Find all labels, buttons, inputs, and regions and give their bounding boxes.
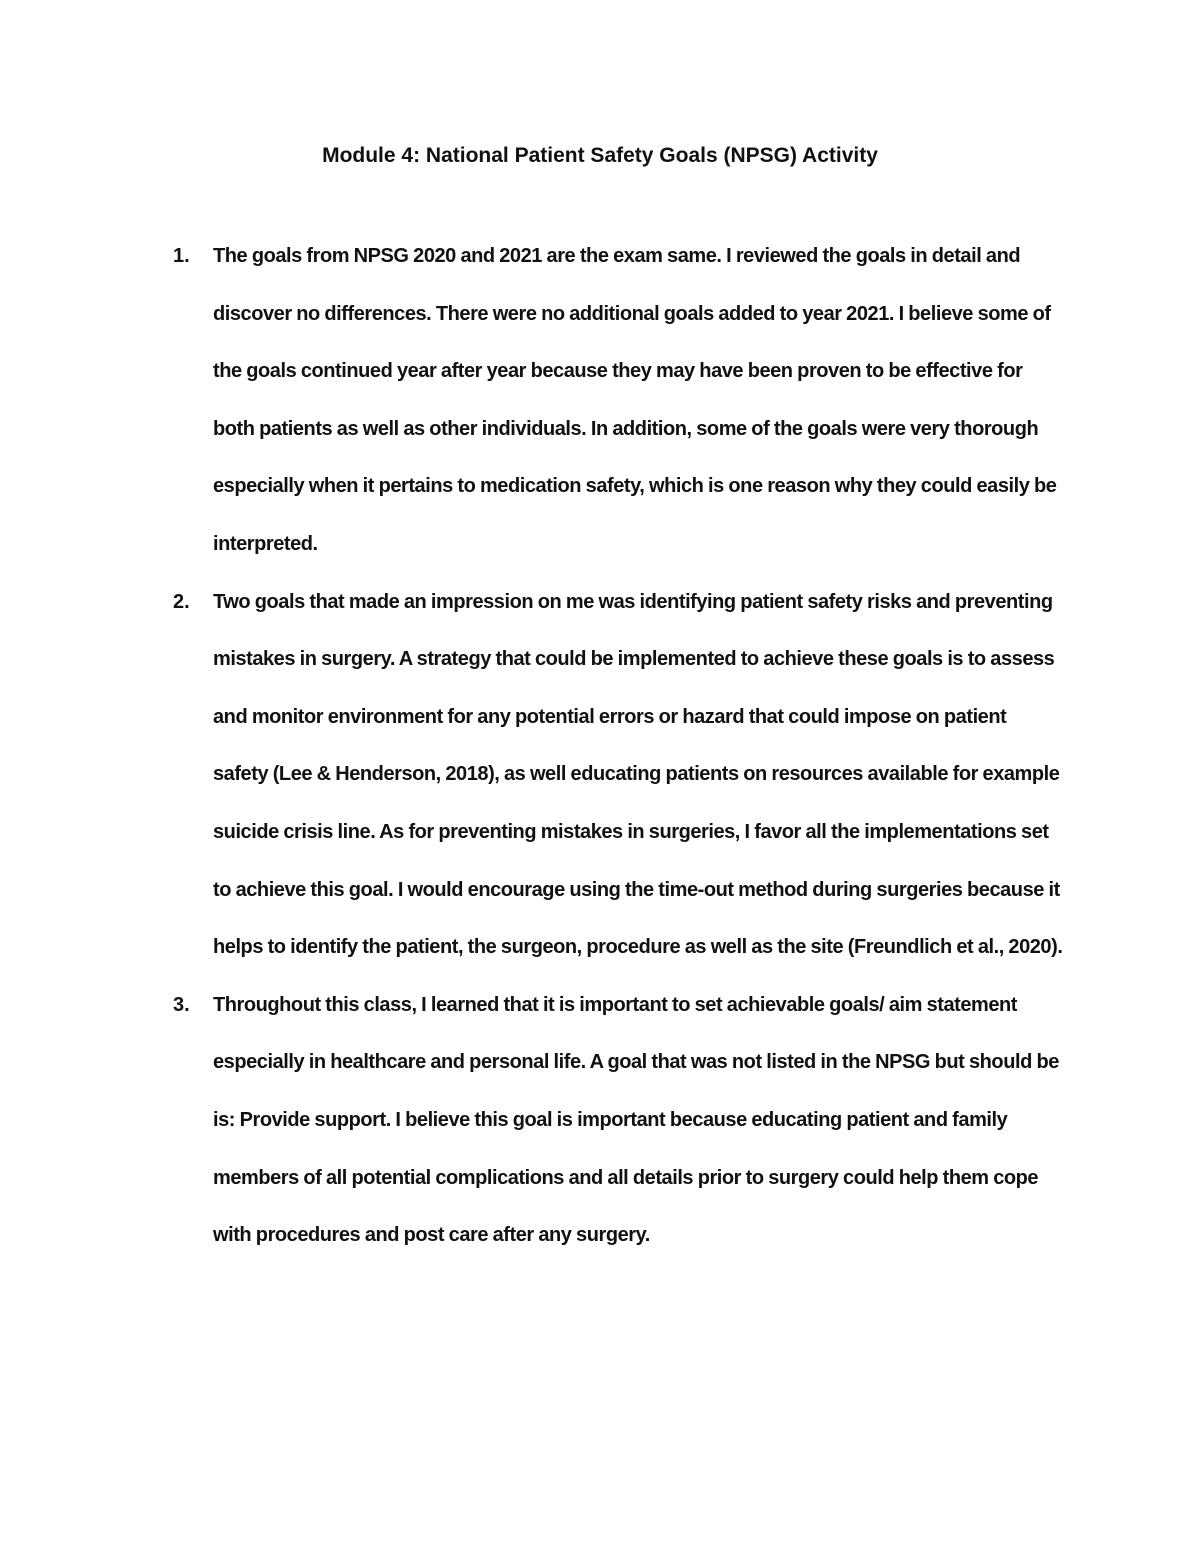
list-item-text: Two goals that made an impression on me was identifying patient safety risks and preventing mistakes in surgery. A strategy that could be implemented to achieve these goals is to assess and monitor environment for any potential errors or hazard that could impose on patient safety (Lee & Henderson, 2018), as well educating patients on resources available for example suicide crisis line. As for preventing mistakes in surgeries, I favor all the implementations set to achieve this goal. I would encourage using the time-out method during surgeries because it helps to identify the patient, the surgeon, procedure as well as the site (Freundlich et al., 2020).	[213, 590, 1063, 959]
answer-list	[0, 228, 1200, 1265]
list-item	[0, 228, 1063, 574]
list-item-number: 2.	[173, 590, 190, 613]
list-item-number: 3.	[173, 993, 190, 1016]
list-item	[0, 977, 1063, 1265]
list-item-number: 1.	[173, 245, 190, 267]
list-item-text: Throughout this class, I learned that it is important to set achievable goals/ aim statement especially in healthcare and personal life. A goal that was not listed in the NPSG but should be is: Provide support. I believe this goal is important because educating patient and family members of all potential complications and all details prior to surgery could help them cope with procedures and post care after any surgery.	[213, 993, 1059, 1247]
document-title: Module 4: National Patient Safety Goals (NPSG) Activity	[322, 144, 878, 167]
list-item	[0, 574, 1063, 977]
list-item-text: The goals from NPSG 2020 and 2021 are the exam same. I reviewed the goals in detail and discover no differences. There were no additional goals added to year 2021. I believe some of the goals continued year after year because they may have been proven to be effective for both patients as well as other individuals. In addition, some of the goals were very thorough especially when it pertains to medication safety, which is one reason why they could easily be interpreted.	[213, 245, 1057, 555]
